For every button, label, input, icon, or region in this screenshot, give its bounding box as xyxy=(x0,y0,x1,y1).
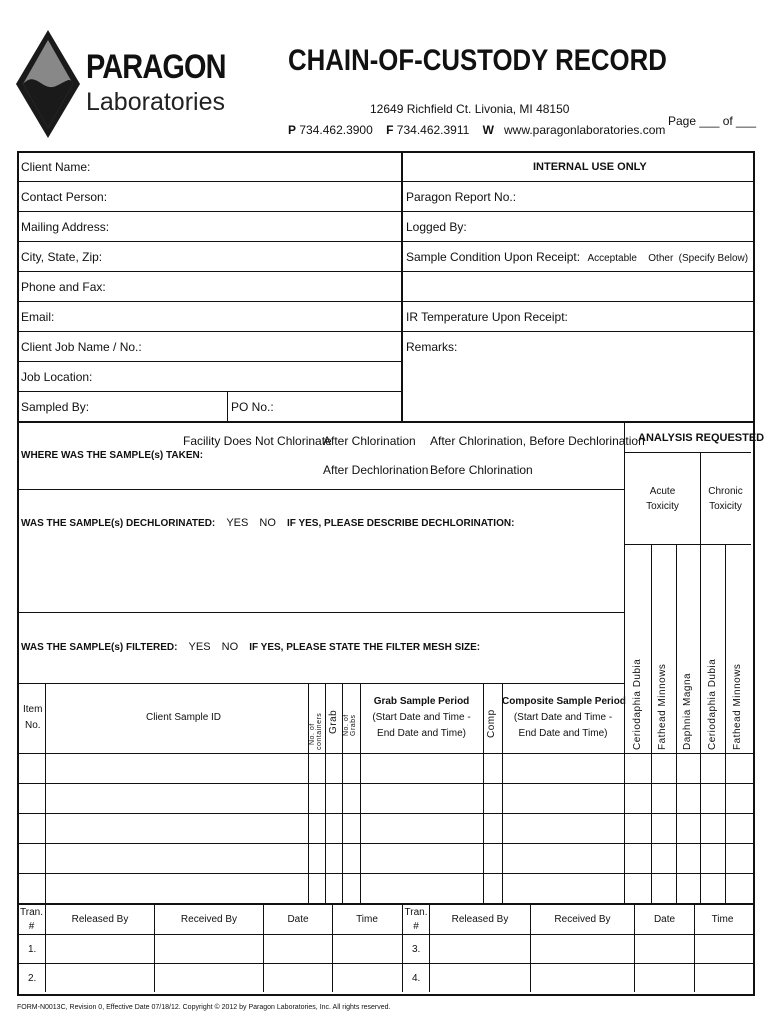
time-header-right: Time xyxy=(711,914,734,925)
remarks-label: Remarks: xyxy=(406,340,458,354)
comp-header: Comp xyxy=(486,709,497,738)
grab-period-header: Grab Sample Period xyxy=(373,696,470,707)
option-after-before-dechlorination: After Chlorination, Before Dechlorination xyxy=(430,434,645,448)
analysis-col-daphnia-magna: Daphnia Magna xyxy=(682,672,693,750)
internal-use-title: INTERNAL USE ONLY xyxy=(533,161,647,173)
analysis-col-ceriodaphia-acute: Ceriodaphia Dubia xyxy=(632,658,643,750)
form-border xyxy=(17,151,755,996)
tran-header-left: Tran. xyxy=(20,907,43,918)
grab-start-header: (Start Date and Time - xyxy=(372,712,471,723)
ir-temperature-label: IR Temperature Upon Receipt: xyxy=(406,310,568,324)
time-header-left: Time xyxy=(356,914,378,925)
where-taken-question: WHERE WAS THE SAMPLE(s) TAKEN: xyxy=(21,450,204,461)
web-label: W xyxy=(482,123,494,137)
lab-address: 12649 Richfield Ct. Livonia, MI 48150 xyxy=(370,102,570,116)
comp-end-header: End Date and Time) xyxy=(518,728,608,739)
job-location-label: Job Location: xyxy=(21,370,93,384)
tran-header-right: Tran. xyxy=(404,907,428,918)
tran-hash-left: # xyxy=(28,921,35,932)
transfer-row-4: 4. xyxy=(412,973,421,984)
grabs-header-b: Grabs xyxy=(350,714,357,736)
grab-header: Grab xyxy=(328,709,339,734)
acute-toxicity-label: Toxicity xyxy=(646,501,679,512)
option-after-dechlorination: After Dechlorination xyxy=(323,463,429,477)
date-header-left: Date xyxy=(287,914,309,925)
phone-fax-label: Phone and Fax: xyxy=(21,280,106,294)
logo xyxy=(16,30,226,140)
dechlorinated-text: WAS THE SAMPLE(s) DECHLORINATED: xyxy=(21,518,216,529)
analysis-col-fathead-chronic: Fathead Minnows xyxy=(732,663,743,750)
other-option: Other xyxy=(648,253,674,264)
received-by-header-right: Received By xyxy=(554,914,611,925)
containers-header-a: No. of xyxy=(309,723,316,745)
transfer-row-1: 1. xyxy=(28,944,37,955)
dechlorinated-no: NO xyxy=(259,517,276,529)
date-header-right: Date xyxy=(653,914,676,925)
transfer-row-2: 2. xyxy=(28,973,37,984)
grab-end-header: End Date and Time) xyxy=(377,728,466,739)
chronic-toxicity-label: Toxicity xyxy=(709,501,742,512)
filtered-yes: YES xyxy=(188,641,211,653)
containers-header-b: containers xyxy=(316,712,323,750)
acute-label: Acute xyxy=(649,486,676,497)
client-sample-id-header: Client Sample ID xyxy=(146,712,222,723)
fax-label: F xyxy=(386,123,394,137)
describe-dechlorination: IF YES, PLEASE DESCRIBE DECHLORINATION: xyxy=(286,518,515,529)
filter-mesh-size: IF YES, PLEASE STATE THE FILTER MESH SIZE: xyxy=(249,642,481,653)
comp-start-header: (Start Date and Time - xyxy=(513,712,613,723)
po-number-label: PO No.: xyxy=(231,400,274,414)
form-footer: FORM-N0013C, Revision 0, Effective Date 07/18/12. Copyright © 2012 by Paragon Laboratories, Inc. All rights reserved. xyxy=(17,1004,391,1011)
logo-line1: PARAGON xyxy=(86,48,226,86)
email-label: Email: xyxy=(21,310,55,324)
option-no-chlorinate: Facility Does Not Chlorinate xyxy=(183,434,332,448)
client-name-label: Client Name: xyxy=(21,160,91,174)
specify-below-text: (Specify Below) xyxy=(678,253,749,264)
analysis-col-fathead-acute: Fathead Minnows xyxy=(657,663,668,750)
lab-contact-line xyxy=(288,123,665,137)
tran-hash-right: # xyxy=(413,921,419,932)
paragon-diamond-icon xyxy=(16,30,86,140)
fax-number: 734.462.3911 xyxy=(396,123,470,137)
filtered-no: NO xyxy=(221,641,239,653)
job-name-label: Client Job Name / No.: xyxy=(21,340,142,354)
item-header: Item xyxy=(23,704,43,715)
mailing-address-label: Mailing Address: xyxy=(21,220,110,234)
page-title: CHAIN-OF-CUSTODY RECORD xyxy=(288,44,667,77)
city-state-zip-label: City, State, Zip: xyxy=(21,250,103,264)
dechlorinated-yes: YES xyxy=(226,517,249,529)
released-by-header-right: Released By xyxy=(451,914,509,925)
filtered-text: WAS THE SAMPLE(s) FILTERED: xyxy=(21,642,178,653)
page-number: Page ___ of ___ xyxy=(668,114,757,128)
condition-text: Sample Condition Upon Receipt: xyxy=(406,250,581,264)
analysis-requested-title: ANALYSIS REQUESTED xyxy=(638,432,765,444)
transfer-row-3: 3. xyxy=(412,944,421,955)
grabs-header-a: No. of xyxy=(343,714,350,736)
report-no-label: Paragon Report No.: xyxy=(406,190,517,204)
logged-by-label: Logged By: xyxy=(406,220,467,234)
released-by-header-left: Released By xyxy=(71,914,129,925)
phone-label: P xyxy=(288,123,297,137)
filtered-question xyxy=(21,641,480,653)
comp-period-header: Composite Sample Period xyxy=(502,696,626,707)
contact-person-label: Contact Person: xyxy=(21,190,108,204)
item-no-header: No. xyxy=(25,720,41,731)
chronic-label: Chronic xyxy=(708,486,743,497)
logo-line2: Laboratories xyxy=(86,88,225,116)
option-after-chlorination: After Chlorination xyxy=(323,434,416,448)
phone-number: 734.462.3900 xyxy=(299,123,373,137)
website: www.paragonlaboratories.com xyxy=(504,123,666,137)
received-by-header-left: Received By xyxy=(180,914,238,925)
sampled-by-label: Sampled By: xyxy=(21,400,90,414)
analysis-col-ceriodaphia-chronic: Ceriodaphia Dubia xyxy=(707,658,718,750)
dechlorinated-question xyxy=(21,517,514,529)
acceptable-option: Acceptable xyxy=(587,253,637,264)
sample-condition-label xyxy=(406,250,748,264)
option-before-chlorination: Before Chlorination xyxy=(430,463,533,477)
